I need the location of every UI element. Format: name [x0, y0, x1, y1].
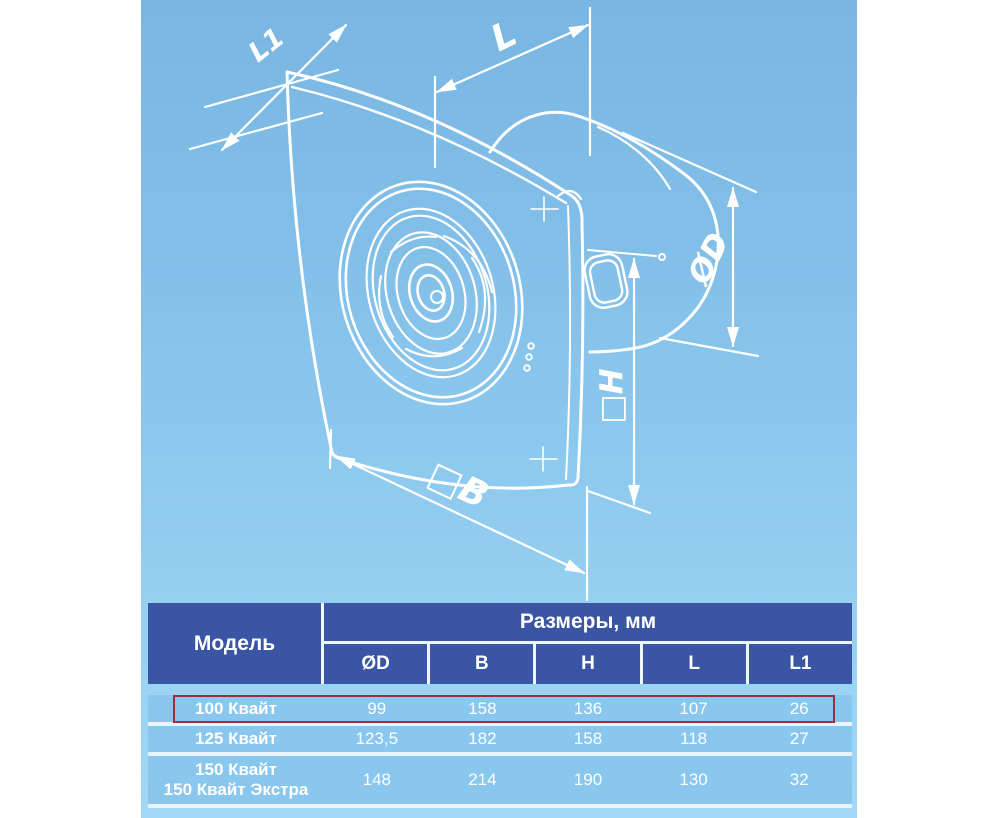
- table-row-100: [148, 695, 852, 722]
- value-b: 158: [468, 698, 497, 718]
- model-name: 100 Квайт: [195, 698, 277, 718]
- dimension-b: [330, 430, 587, 600]
- indicator-dots: [524, 343, 534, 371]
- hub-hole: [431, 291, 443, 303]
- value-od: 148: [362, 770, 391, 789]
- dimension-label-h: □H: [594, 368, 630, 424]
- dimension-label-l: L: [484, 13, 524, 61]
- value-h: 190: [573, 770, 603, 789]
- value-l: 107: [679, 698, 708, 718]
- center-tick-top: [531, 197, 558, 221]
- fan-dimension-diagram: [141, 0, 857, 603]
- column-header-b: B: [427, 644, 533, 684]
- value-l1: 27: [789, 729, 809, 748]
- column-header-od: ØD: [361, 653, 390, 674]
- dimension-od: [623, 133, 758, 356]
- column-header-h: H: [533, 644, 639, 684]
- model-column-header: Модель: [148, 603, 324, 684]
- column-header-l1: L1: [746, 644, 852, 684]
- center-tick-bottom: [530, 447, 557, 471]
- value-h: 136: [573, 698, 603, 718]
- table-row-125: [148, 726, 852, 752]
- duct-housing: [490, 112, 718, 352]
- value-b: 214: [468, 770, 497, 789]
- value-l: 130: [679, 770, 708, 789]
- table-body: [148, 695, 852, 808]
- dimension-label-l1: L1: [243, 22, 291, 69]
- column-header-l: L: [640, 644, 746, 684]
- value-l1: 26: [789, 698, 809, 718]
- row-separator: [148, 804, 852, 808]
- value-l: 118: [680, 729, 708, 748]
- value-l1: 32: [789, 770, 809, 789]
- table-row-150: [148, 756, 852, 804]
- product-diagram-canvas: [141, 0, 857, 818]
- dimension-label-b: □B: [421, 454, 495, 518]
- dimension-label-od: ØD: [681, 227, 737, 290]
- value-b: 182: [468, 729, 497, 748]
- model-name: 150 Квайт 150 Квайт Экстра: [163, 760, 309, 799]
- grille: [313, 159, 549, 427]
- model-name: 125 Квайт: [195, 729, 277, 749]
- value-od: 99: [367, 698, 387, 718]
- value-od: 123,5: [355, 729, 399, 748]
- sizes-header: Размеры, мм: [324, 603, 852, 644]
- value-h: 158: [573, 729, 603, 748]
- table-header: [148, 603, 852, 684]
- dimensions-table: [148, 603, 852, 808]
- vent-opening: [582, 252, 630, 311]
